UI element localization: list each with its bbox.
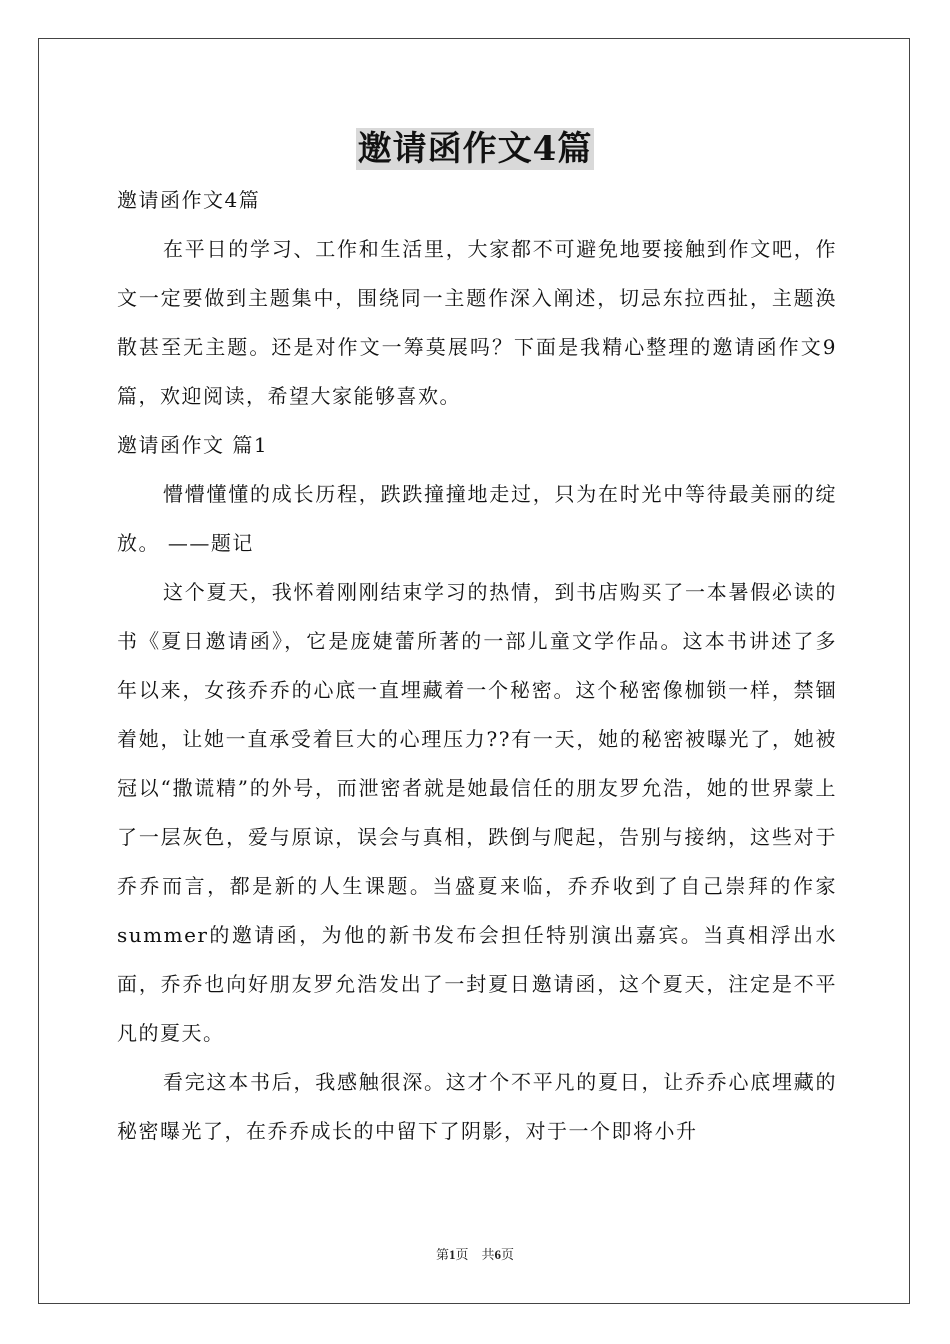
body-paragraph: 这个夏天，我怀着刚刚结束学习的热情，到书店购买了一本暑假必读的书《夏日邀请函》，它是庞婕蕾所著的一部儿童文学作品。这本书讲述了多年以来，女孩乔乔的心底一直埋藏着一个秘密。这个秘密像枷锁一样，禁锢着她，让她一直承受着巨大的心理压力??有一天，她的秘密被曝光了，她被冠以“撒谎精”的外号，而泄密者就是她最信任的朋友罗允浩，她的世界蒙上了一层灰色，爱与原谅，误会与真相，跌倒与爬起，告别与接纳，这些对于乔乔而言，都是新的人生课题。当盛夏来临，乔乔收到了自己崇拜的作家summer的邀请函，为他的新书发布会担任特别演出嘉宾。当真相浮出水面，乔乔也向好朋友罗允浩发出了一封夏日邀请函，这个夏天，注定是不平凡的夏天。 bbox=[117, 580, 837, 1045]
document-body bbox=[117, 176, 837, 1156]
epigraph-paragraph: 懵懵懂懂的成长历程，跌跌撞撞地走过，只为在时光中等待最美丽的绽放。 ——题记 bbox=[117, 482, 837, 555]
intro-paragraph: 在平日的学习、工作和生活里，大家都不可避免地要接触到作文吧，作文一定要做到主题集中，围绕同一主题作深入阐述，切忌东拉西扯，主题涣散甚至无主题。还是对作文一筹莫展吗？下面是我精心整理的邀请函作文9篇，欢迎阅读，希望大家能够喜欢。 bbox=[117, 237, 837, 408]
title-container bbox=[0, 128, 950, 170]
footer-page-prefix: 第 bbox=[435, 1247, 449, 1262]
footer-page-mid: 页 共 bbox=[455, 1247, 495, 1262]
document-title: 邀请函作文4篇 bbox=[357, 129, 593, 169]
page-footer bbox=[0, 1244, 950, 1263]
footer-page-suffix: 页 bbox=[501, 1247, 515, 1262]
footer-page-current: 1 bbox=[448, 1247, 456, 1262]
body-paragraph: 看完这本书后，我感触很深。这才个不平凡的夏日，让乔乔心底埋藏的秘密曝光了，在乔乔成长的中留下了阴影，对于一个即将小升 bbox=[117, 1070, 837, 1143]
subtitle-paragraph: 邀请函作文4篇 bbox=[117, 188, 261, 212]
section-heading: 邀请函作文 篇1 bbox=[117, 433, 269, 457]
footer-page-total: 6 bbox=[494, 1247, 501, 1262]
